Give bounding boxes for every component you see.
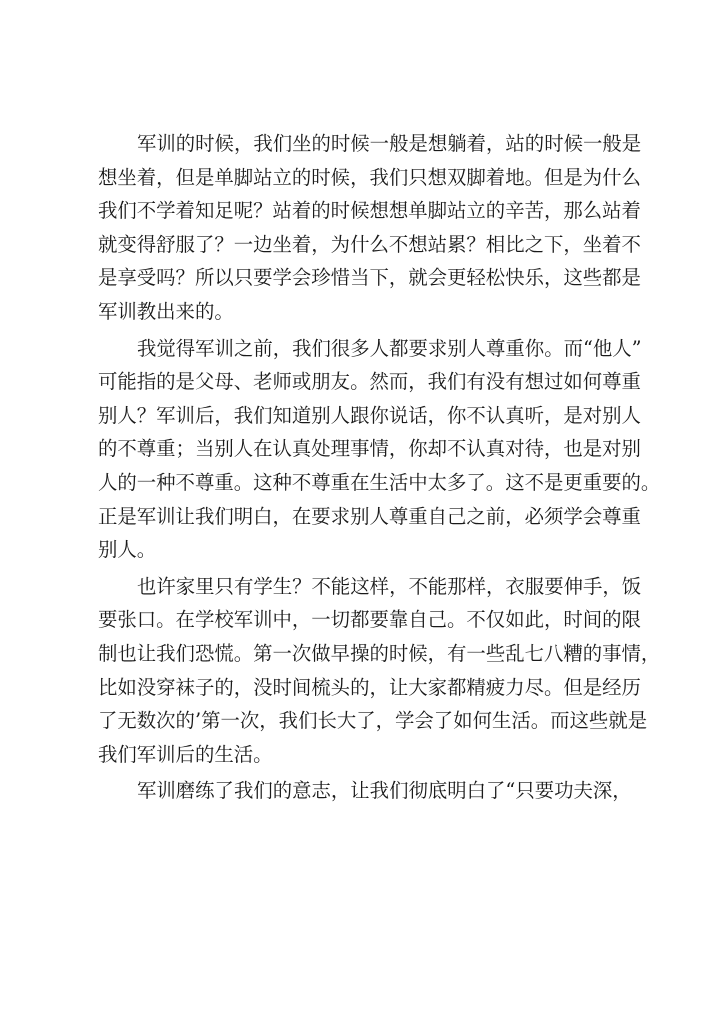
text-line: 想坐着，但是单脚站立的时候，我们只想双脚着地。但是为什么 bbox=[98, 165, 641, 189]
text-line: 的不尊重；当别人在认真处理事情，你却不认真对待，也是对别 bbox=[98, 437, 641, 461]
paragraph-1 bbox=[98, 127, 643, 329]
text-line: 军训教出来的。 bbox=[98, 299, 234, 323]
paragraph-2 bbox=[98, 332, 661, 567]
text-line: 别人。 bbox=[98, 538, 157, 562]
text-line: 正是军训让我们明白，在要求别人尊重自己之前，必须学会尊重 bbox=[98, 504, 641, 528]
text-line: 制也让我们恐慌。第一次做早操的时候，有一些乱七八糟的事情， bbox=[98, 641, 661, 665]
text-line: 军训磨练了我们的意志，让我们彻底明白了“只要功夫深， bbox=[137, 779, 632, 803]
text-line: 比如没穿袜子的，没时间梳头的，让大家都精疲力尽。但是经历 bbox=[98, 675, 641, 699]
text-line: 人的一种不尊重。这种不尊重在生活中太多了。这不是更重要的。 bbox=[98, 470, 661, 494]
text-line: 要张口。在学校军训中，一切都要靠自己。不仅如此，时间的限 bbox=[98, 608, 641, 632]
text-line: 军训的时候，我们坐的时候一般是想躺着，站的时候一般是 bbox=[137, 132, 642, 155]
text-line: 就变得舒服了？一边坐着，为什么不想站累？相比之下，坐着不 bbox=[98, 232, 641, 256]
text-line: 也许家里只有学生？不能这样，不能那样，衣服要伸手，饭 bbox=[137, 574, 642, 598]
paragraph-3 bbox=[98, 570, 661, 772]
text-line: 我们不学着知足呢？站着的时候想想单脚站立的辛苦，那么站着 bbox=[98, 199, 641, 223]
text-line: 别人？军训后，我们知道别人跟你说话，你不认真听，是对别人 bbox=[98, 403, 641, 427]
text-line: 了无数次的’第一次，我们长大了，学会了如何生活。而这些就是 bbox=[98, 709, 648, 733]
text-line: 我们军训后的生活。 bbox=[98, 742, 273, 766]
text-line: 是享受吗？所以只要学会珍惜当下，就会更轻松快乐，这些都是 bbox=[98, 266, 641, 290]
paragraph-4 bbox=[98, 774, 643, 808]
text-line: 可能指的是父母、老师或朋友。然而，我们有没有想过如何尊重 bbox=[98, 370, 641, 394]
text-line: 我觉得军训之前，我们很多人都要求别人尊重你。而“他人” bbox=[137, 336, 642, 360]
document-body bbox=[98, 127, 661, 808]
